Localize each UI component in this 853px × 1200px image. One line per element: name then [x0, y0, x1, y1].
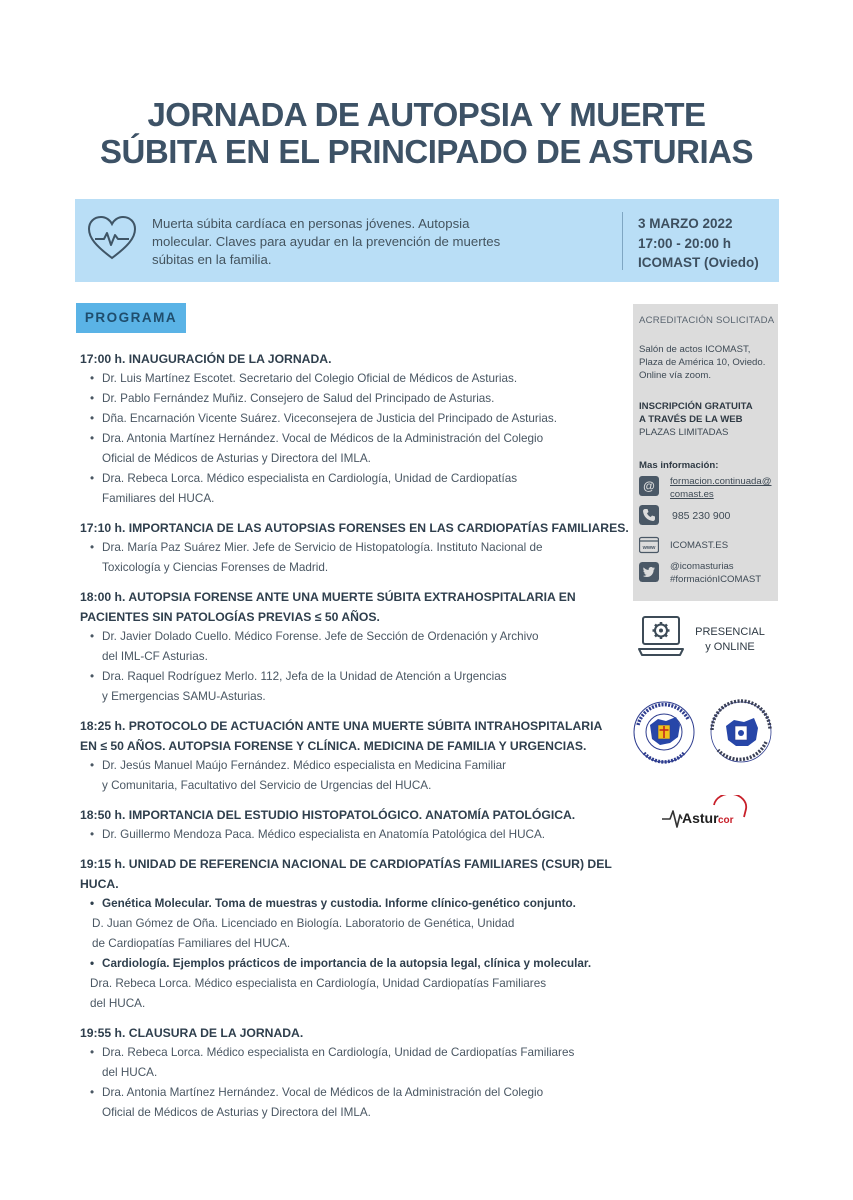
session-heading: 17:00 h. INAUGURACIÓN DE LA JORNADA.: [80, 352, 332, 366]
at-icon: @: [639, 476, 659, 496]
item-line: Dra. Rebeca Lorca. Médico especialista en Cardiología, Unidad de Cardiopatías: [102, 472, 518, 485]
speaker-item: [80, 409, 615, 429]
bullet-icon: •: [90, 897, 95, 910]
twitter-icon: [639, 562, 659, 582]
title-line-1: JORNADA DE AUTOPSIA Y MUERTE: [147, 96, 706, 133]
session-heading: 18:00 h. AUTOPSIA FORENSE ANTE UNA MUERTE SÚBITA EXTRAHOSPITALARIA EN: [80, 590, 576, 604]
modality-line: y ONLINE: [705, 641, 755, 653]
speaker-item: [80, 756, 615, 796]
bullet-icon: •: [90, 759, 95, 772]
asturcor-logo: [660, 795, 750, 835]
registration-info: [639, 400, 753, 439]
item-line: Cardiología. Ejemplos prácticos de importancia de la autopsia legal, clínica y molecular.: [102, 957, 592, 970]
svg-text:www: www: [642, 545, 656, 551]
svg-text:cor: cor: [718, 815, 734, 826]
item-line: Dr. Javier Dolado Cuello. Médico Forense. Jefe de Sección de Ordenación y Archivo: [102, 630, 539, 643]
speaker-detail: [80, 974, 615, 1014]
speaker-item: [80, 429, 615, 469]
item-line: de Cardiopatías Familiares del HUCA.: [92, 937, 291, 950]
registration-line: A TRAVÉS DE LA WEB: [639, 414, 743, 425]
modality-label: [690, 625, 770, 655]
bullet-icon: •: [90, 372, 95, 385]
session-heading: 17:10 h. IMPORTANCIA DE LAS AUTOPSIAS FORENSES EN LAS CARDIOPATÍAS FAMILIARES.: [80, 521, 629, 535]
svg-text:Astur: Astur: [682, 810, 719, 826]
bullet-icon: •: [90, 630, 95, 643]
speaker-item: [80, 389, 615, 409]
item-line: Dra. Rebeca Lorca. Médico especialista en Cardiología, Unidad Cardiopatías Familiares: [90, 977, 547, 990]
topic-item: [80, 894, 615, 914]
speaker-detail: [80, 914, 615, 954]
email-contact[interactable]: [670, 475, 771, 501]
program-label: PROGRAMA: [76, 303, 186, 333]
item-line: del HUCA.: [102, 1066, 158, 1079]
event-date: 3 MARZO 2022: [638, 216, 733, 231]
item-line: Dra. Raquel Rodríguez Merlo. 112, Jefa de la Unidad de Atención a Urgencias: [102, 670, 507, 683]
speaker-item: [80, 469, 615, 509]
item-line: Toxicología y Ciencias Forenses de Madrid.: [102, 561, 329, 574]
email-line[interactable]: comast.es: [670, 489, 714, 500]
banner-description-line: molecular. Claves para ayudar en la prevención de muertes: [152, 234, 501, 249]
event-place: ICOMAST (Oviedo): [638, 255, 759, 270]
item-line: Genética Molecular. Toma de muestras y custodia. Informe clínico-genético conjunto.: [102, 897, 576, 910]
item-line: del IML-CF Asturias.: [102, 650, 208, 663]
twitter-line[interactable]: #formaciónICOMAST: [670, 574, 762, 585]
item-line: Dra. Antonia Martínez Hernández. Vocal de Médicos de la Administración del Colegio: [102, 1086, 544, 1099]
email-line[interactable]: formacion.continuada@: [670, 476, 772, 487]
title-line-2: SÚBITA EN EL PRINCIPADO DE ASTURIAS: [100, 133, 753, 170]
speaker-item: [80, 538, 615, 578]
speaker-item: [80, 627, 615, 667]
bullet-icon: •: [90, 472, 95, 485]
modality-line: PRESENCIAL: [695, 626, 765, 638]
item-line: Dr. Guillermo Mendoza Paca. Médico especialista en Anatomía Patológica del HUCA.: [102, 828, 546, 841]
program-session: [80, 1023, 615, 1123]
venue-info: [639, 343, 765, 382]
event-details: [638, 214, 759, 273]
phone-number[interactable]: 985 230 900: [672, 510, 731, 522]
heart-pulse-icon: [86, 213, 138, 265]
www-icon: [639, 535, 659, 555]
fundacion-medicos-logo: [706, 692, 776, 770]
speaker-item: [80, 1043, 615, 1083]
topic-item: [80, 954, 615, 974]
speaker-item: [80, 1083, 615, 1123]
bullet-icon: •: [90, 957, 95, 970]
banner-description-line: Muerta súbita cardíaca en personas jóvenes. Autopsia: [152, 216, 470, 231]
twitter-contact[interactable]: [670, 560, 761, 586]
accreditation-label: ACREDITACIÓN SOLICITADA: [639, 315, 775, 326]
program-session: [80, 716, 615, 796]
bullet-icon: •: [90, 412, 95, 425]
colegio-medicos-logo: [630, 695, 698, 770]
bullet-icon: •: [90, 541, 95, 554]
program-session: [80, 805, 615, 845]
item-line: D. Juan Gómez de Oña. Licenciado en Biología. Laboratorio de Genética, Unidad: [92, 917, 515, 930]
item-line: y Comunitaria, Facultativo del Servicio de Urgencias del HUCA.: [102, 779, 432, 792]
venue-line: Salón de actos ICOMAST,: [639, 344, 751, 355]
bullet-icon: •: [90, 1086, 95, 1099]
phone-icon: [639, 505, 659, 525]
bullet-icon: •: [90, 392, 95, 405]
speaker-item: [80, 825, 615, 845]
item-line: Dra. Rebeca Lorca. Médico especialista en Cardiología, Unidad de Cardiopatías Familiares: [102, 1046, 575, 1059]
program-session: [80, 854, 615, 1014]
item-line: del HUCA.: [90, 997, 146, 1010]
program-session: [80, 349, 615, 509]
session-heading: 19:15 h. UNIDAD DE REFERENCIA NACIONAL DE CARDIOPATÍAS FAMILIARES (CSUR) DEL: [80, 857, 612, 871]
laptop-gear-icon: [637, 613, 685, 661]
item-line: Dra. Antonia Martínez Hernández. Vocal de Médicos de la Administración del Colegio: [102, 432, 544, 445]
bullet-icon: •: [90, 670, 95, 683]
item-line: y Emergencias SAMU-Asturias.: [102, 690, 266, 703]
venue-line: Online vía zoom.: [639, 370, 711, 381]
banner-divider: [622, 212, 623, 270]
item-line: Dr. Pablo Fernández Muñiz. Consejero de Salud del Principado de Asturias.: [102, 392, 495, 405]
page-title: [0, 96, 853, 170]
item-line: Familiares del HUCA.: [102, 492, 215, 505]
program-session: [80, 518, 629, 578]
item-line: Dr. Jesús Manuel Maújo Fernández. Médico especialista en Medicina Familiar: [102, 759, 507, 772]
item-line: Oficial de Médicos de Asturias y Directora del IMLA.: [102, 1106, 371, 1119]
bullet-icon: •: [90, 1046, 95, 1059]
registration-line: INSCRIPCIÓN GRATUITA: [639, 401, 753, 412]
speaker-item: [80, 667, 615, 707]
bullet-icon: •: [90, 828, 95, 841]
program-session: [80, 587, 615, 707]
item-line: Oficial de Médicos de Asturias y Directora del IMLA.: [102, 452, 371, 465]
bullet-icon: •: [90, 432, 95, 445]
session-heading: 18:50 h. IMPORTANCIA DEL ESTUDIO HISTOPATOLÓGICO. ANATOMÍA PATOLÓGICA.: [80, 808, 576, 822]
session-heading: 19:55 h. CLAUSURA DE LA JORNADA.: [80, 1026, 304, 1040]
twitter-line[interactable]: @icomasturias: [670, 561, 734, 572]
program-list: [80, 349, 629, 1132]
banner-description: [152, 215, 532, 269]
places-limited: PLAZAS LIMITADAS: [639, 427, 729, 438]
session-heading: HUCA.: [80, 877, 119, 891]
speaker-item: [80, 369, 615, 389]
event-time: 17:00 - 20:00 h: [638, 235, 732, 251]
venue-line: Plaza de América 10, Oviedo.: [639, 357, 766, 368]
item-line: Dña. Encarnación Vicente Suárez. Viceconsejera de Justicia del Principado de Asturias.: [102, 412, 557, 425]
session-heading: EN ≤ 50 AÑOS. AUTOPSIA FORENSE Y CLÍNICA. MEDICINA DE FAMILIA Y URGENCIAS.: [80, 739, 587, 753]
more-info-label: Mas información:: [639, 460, 719, 471]
item-line: Dra. María Paz Suárez Mier. Jefe de Servicio de Histopatología. Instituto Nacional de: [102, 541, 543, 554]
website-link[interactable]: ICOMAST.ES: [670, 540, 729, 551]
item-line: Dr. Luis Martínez Escotet. Secretario del Colegio Oficial de Médicos de Asturias.: [102, 372, 518, 385]
session-heading: PACIENTES SIN PATOLOGÍAS PREVIAS ≤ 50 AÑOS.: [80, 610, 380, 624]
session-heading: 18:25 h. PROTOCOLO DE ACTUACIÓN ANTE UNA MUERTE SÚBITA INTRAHOSPITALARIA: [80, 719, 603, 733]
banner-description-line: súbitas en la familia.: [152, 252, 272, 267]
